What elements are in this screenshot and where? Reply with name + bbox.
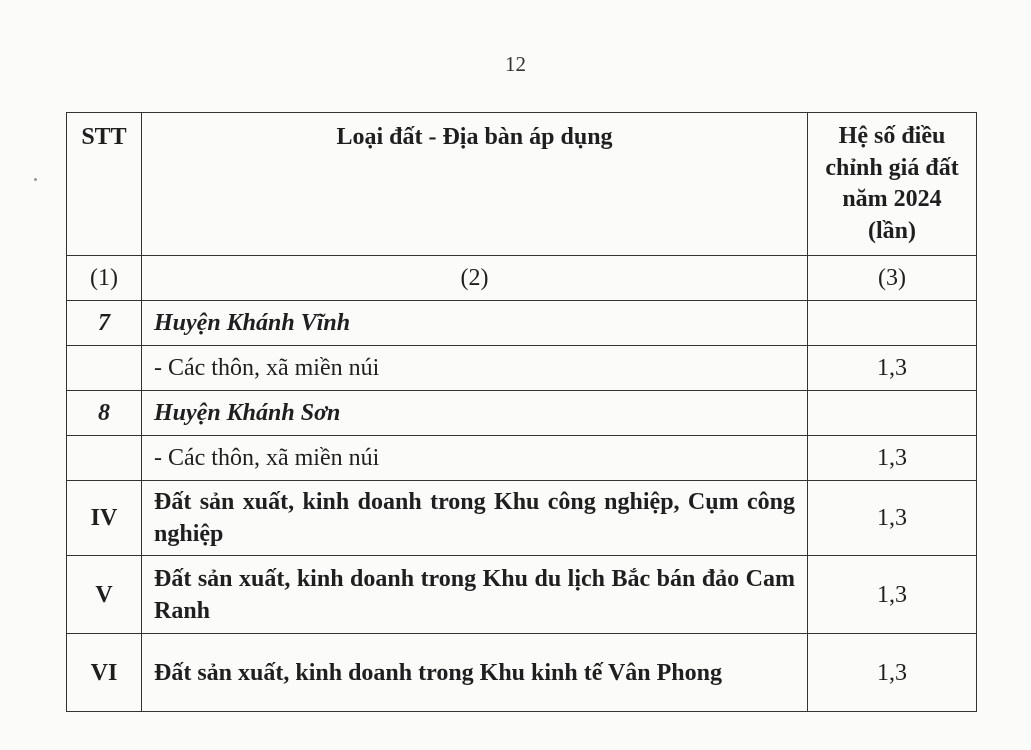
- row-coef: [808, 301, 977, 346]
- page-number: 12: [505, 52, 526, 76]
- scan-speck: [34, 178, 37, 181]
- row-name: Huyện Khánh Vĩnh: [142, 301, 808, 346]
- table-column-number-row: [67, 256, 977, 301]
- row-coef: 1,3: [808, 634, 977, 712]
- row-coef: 1,3: [808, 481, 977, 556]
- header-stt: STT: [67, 113, 142, 256]
- column-number-1: (1): [67, 256, 142, 301]
- table-row: [67, 346, 977, 391]
- table-row: [67, 436, 977, 481]
- table-row: [67, 634, 977, 712]
- row-coef: 1,3: [808, 346, 977, 391]
- row-stt: [67, 346, 142, 391]
- row-coef: [808, 391, 977, 436]
- row-name: Huyện Khánh Sơn: [142, 391, 808, 436]
- row-stt: V: [67, 556, 142, 634]
- table-row: [67, 556, 977, 634]
- header-land-type: Loại đất - Địa bàn áp dụng: [142, 113, 808, 256]
- table-row: [67, 481, 977, 556]
- row-name: - Các thôn, xã miền núi: [142, 346, 808, 391]
- row-stt: VI: [67, 634, 142, 712]
- land-price-table: [66, 112, 977, 712]
- row-coef: 1,3: [808, 436, 977, 481]
- row-name: Đất sản xuất, kinh doanh trong Khu công nghiệp, Cụm công nghiệp: [142, 481, 808, 556]
- row-stt: 7: [67, 301, 142, 346]
- table-header-row: [67, 113, 977, 256]
- table-row: [67, 301, 977, 346]
- row-coef: 1,3: [808, 556, 977, 634]
- row-stt: 8: [67, 391, 142, 436]
- header-coefficient: Hệ số điều chỉnh giá đất năm 2024 (lần): [808, 113, 977, 256]
- row-name: - Các thôn, xã miền núi: [142, 436, 808, 481]
- row-stt: IV: [67, 481, 142, 556]
- row-stt: [67, 436, 142, 481]
- table-row: [67, 391, 977, 436]
- row-name: Đất sản xuất, kinh doanh trong Khu kinh tế Vân Phong: [142, 634, 808, 712]
- column-number-2: (2): [142, 256, 808, 301]
- row-name: Đất sản xuất, kinh doanh trong Khu du lịch Bắc bán đảo Cam Ranh: [142, 556, 808, 634]
- column-number-3: (3): [808, 256, 977, 301]
